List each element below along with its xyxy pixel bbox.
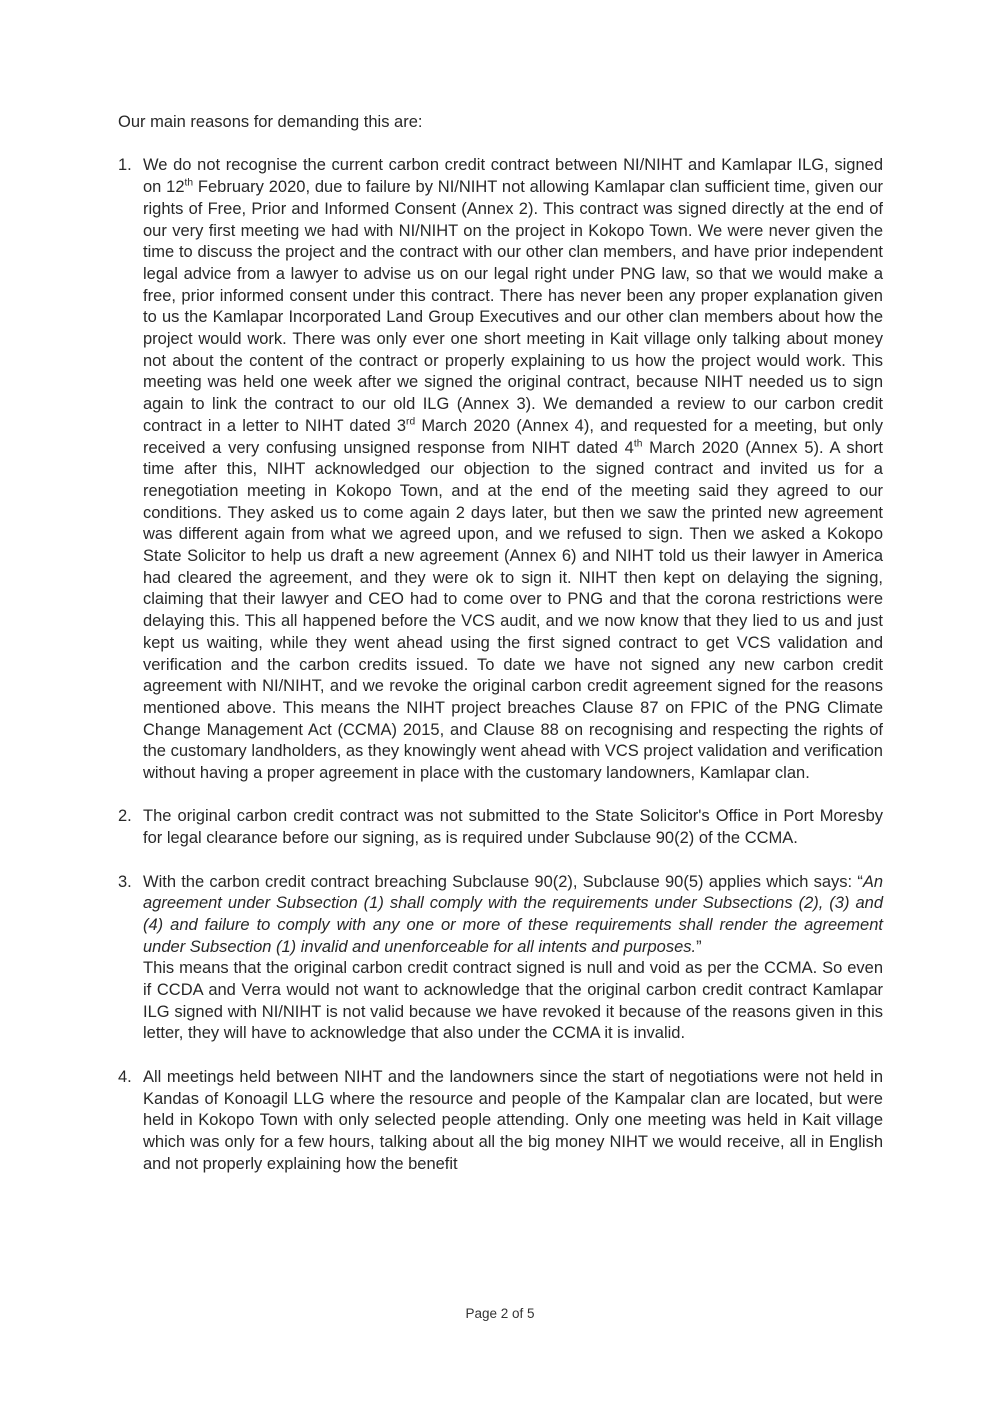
paragraph: The original carbon credit contract was not submitted to the State Solicitor's Office in Port Moresby for legal clearance before our signing, as is required under Subclause 90(2) of the CCMA.: [143, 807, 883, 848]
list-item-2: [118, 806, 883, 849]
list-item-3: [118, 872, 883, 1046]
paragraph: All meetings held between NIHT and the landowners since the start of negotiations were not held in Kandas of Konoagil LLG where the resource and people of the Kampalar clan are located, but were held in Kokopo Town with only selected people attending. Only one meeting was held in Kait village which was only for a few hours, talking about all the big money NIHT we would receive, all in English and not properly explaining how the benefit: [143, 1067, 883, 1173]
item-text: [143, 872, 883, 1046]
item-text: [143, 806, 883, 849]
item-number: 4.: [118, 1067, 132, 1086]
item-number: 2.: [118, 807, 132, 826]
list-item-4: [118, 1067, 883, 1176]
intro-line: Our main reasons for demanding this are:: [118, 113, 423, 131]
item-number: 3.: [118, 872, 132, 891]
paragraph: With the carbon credit contract breaching Subclause 90(2), Subclause 90(5) applies which says: “An agreement under Subsection (1) shall comply with the requirements under Subsections (2), (3) and (4) and failure to comply with any one or more of these requirements shall render the agreement under Subsection (1) invalid and unenforceable for all intents and purposes.”: [143, 872, 883, 956]
item-text: [143, 155, 883, 784]
item-number: 1.: [118, 156, 132, 175]
list-item-1: [118, 155, 883, 784]
paragraph: We do not recognise the current carbon credit contract between NI/NIHT and Kamlapar ILG, signed on 12th February 2020, due to failure by NI/NIHT not allowing Kamlapar clan sufficient time, given our rights of Free, Prior and Informed Consent (Annex 2). This contract was signed directly at the end of our very first meeting we had with NI/NIHT on the project in Kokopo Town. We were never given the time to discuss the project and the contract with our other clan members, and have prior independent legal advice from a lawyer to advise us on our legal right under PNG law, so that we would make a free, prior informed consent under this contract. There has never been any proper explanation given to us the Kamlapar Incorporated Land Group Executives and our other clan members about how the project would work. There was only ever one short meeting in Kait village only talking about money not about the content of the contract or properly explaining to us how the project would work. This meeting was held one week after we signed the original contract, because NIHT needed us to sign again to link the contract to our old ILG (Annex 3). We demanded a review to our carbon credit contract in a letter to NIHT dated 3rd March 2020 (Annex 4), and requested for a meeting, but only received a very confusing unsigned response from NIHT dated 4th March 2020 (Annex 5). A short time after this, NIHT acknowledged our objection to the signed contract and invited us for a renegotiation meeting in Kokopo Town, and at the end of the meeting said they agreed to our conditions. They asked us to come again 2 days later, but then we saw the printed new agreement was different again from what we agreed upon, and we refused to sign. Then we asked a Kokopo State Solicitor to help us draft a new agreement (Annex 6) and NIHT told us their lawyer in America had cleared the agreement, and they were ok to sign it. NIHT then kept on delaying the signing, claiming that their lawyer and CEO had to come over to PNG and that the corona restrictions were delaying this. This all happened before the VCS audit, and we now know that they lied to us and just kept us waiting, while they went ahead using the first signed contract to get VCS validation and verification and the carbon credits issued. To date we have not signed any new carbon credit agreement with NI/NIHT, and we revoke the original carbon credit agreement signed for the reasons mentioned above. This means the NIHT project breaches Clause 87 on FPIC of the PNG Climate Change Management Act (CCMA) 2015, and Clause 88 on recognising and respecting the rights of the customary landholders, as they knowingly went ahead with VCS project validation and verification without having a proper agreement in place with the customary landowners, Kamlapar clan.: [143, 156, 883, 783]
page-number-footer: Page 2 of 5: [465, 1306, 535, 1321]
paragraph: This means that the original carbon credit contract signed is null and void as per the CCMA. So even if CCDA and Verra would not want to acknowledge that the original carbon credit contract Kamlapar ILG signed with NI/NIHT is not valid because we have revoked it because of the reasons given in this letter, they will have to acknowledge that also under the CCMA it is invalid.: [143, 959, 883, 1043]
item-text: [143, 1067, 883, 1176]
